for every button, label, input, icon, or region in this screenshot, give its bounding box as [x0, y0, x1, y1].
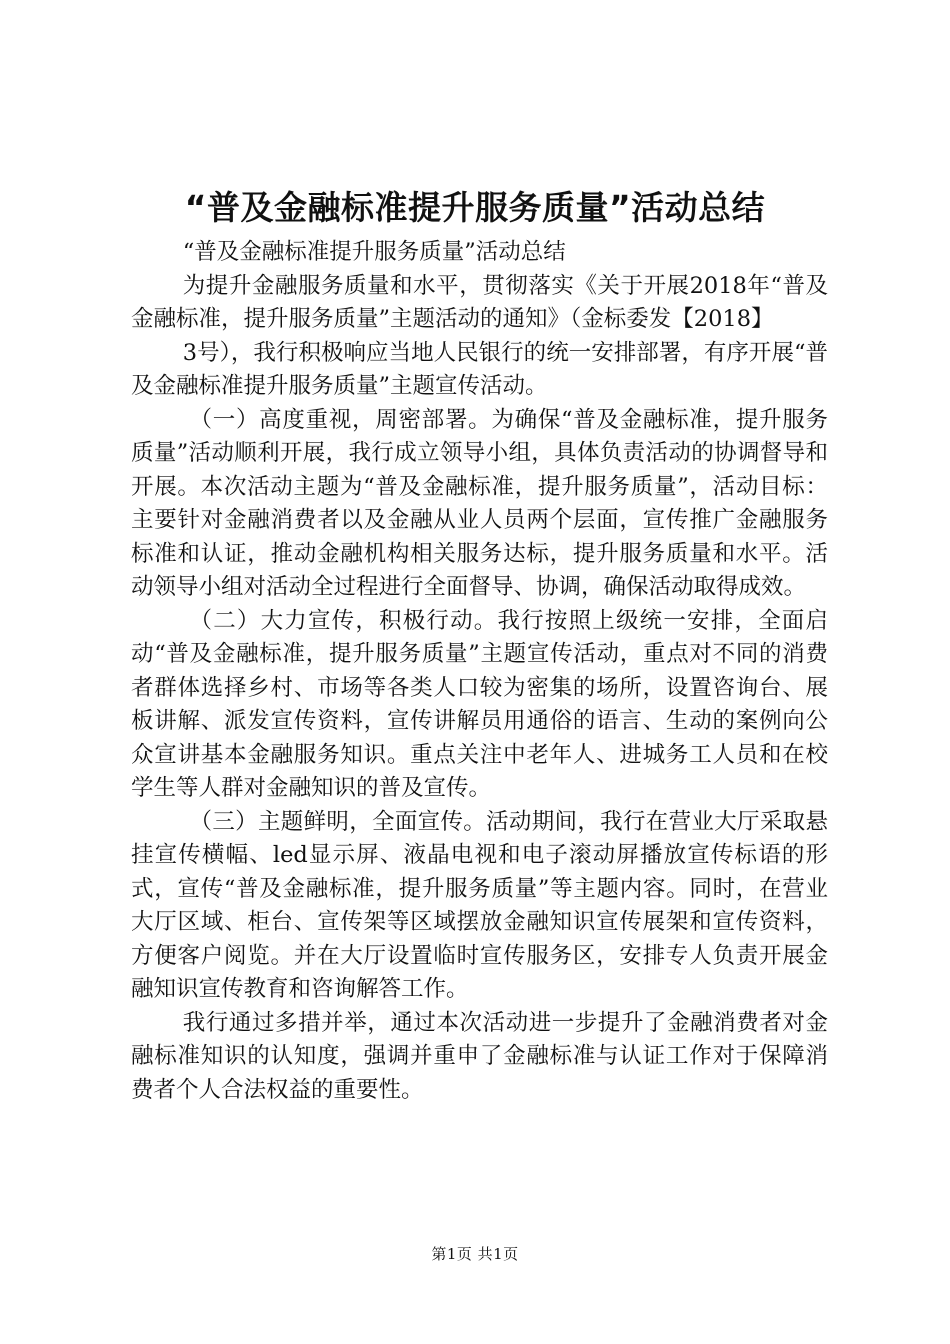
- section-three-paragraph: （三）主题鲜明，全面宣传。活动期间，我行在营业大厅采取悬挂宣传横幅、led显示屏、液晶电视和电子滚动屏播放宣传标语的形式，宣传“普及金融标准，提升服务质量”等主题内容。同时，在营业大厅区域、柜台、宣传架等区域摆放金融知识宣传展架和宣传资料，方便客户阅览。并在大厅设置临时宣传服务区，安排专人负责开展金融知识宣传教育和咨询解答工作。: [131, 808, 828, 1002]
- subtitle-paragraph: “普及金融标准提升服务质量”活动总结: [182, 239, 566, 265]
- section-two-paragraph: （二）大力宣传，积极行动。我行按照上级统一安排，全面启动“普及金融标准，提升服务质量”主题宣传活动，重点对不同的消费者群体选择乡村、市场等各类人口较为密集的场所，设置咨询台、展板讲解、派发宣传资料，宣传讲解员用通俗的语言、生动的案例向公众宣讲基本金融服务知识。重点关注中老年人、进城务工人员和在校学生等人群对金融知识的普及宣传。: [131, 607, 828, 801]
- document-body: [131, 236, 828, 1107]
- intro-continued-paragraph: 3号），我行积极响应当地人民银行的统一安排部署，有序开展“普及金融标准提升服务质量”主题宣传活动。: [131, 339, 828, 399]
- section-one-paragraph: （一）高度重视，周密部署。为确保“普及金融标准，提升服务质量”活动顺利开展，我行成立领导小组，具体负责活动的协调督导和开展。本次活动主题为“普及金融标准，提升服务质量”，活动目标：主要针对金融消费者以及金融从业人员两个层面，宣传推广金融服务标准和认证，推动金融机构相关服务达标，提升服务质量和水平。活动领导小组对活动全过程进行全面督导、协调，确保活动取得成效。: [131, 406, 828, 600]
- intro-paragraph: 为提升金融服务质量和水平，贯彻落实《关于开展2018年“普及金融标准，提升服务质量”主题活动的通知》（金标委发【2018】: [131, 272, 828, 332]
- conclusion-paragraph: 我行通过多措并举，通过本次活动进一步提升了金融消费者对金融标准知识的认知度，强调并重申了金融标准与认证工作对于保障消费者个人合法权益的重要性。: [131, 1009, 828, 1103]
- document-title: “普及金融标准提升服务质量”活动总结: [184, 188, 766, 227]
- page-footer: 第1页 共1页: [431, 1245, 519, 1263]
